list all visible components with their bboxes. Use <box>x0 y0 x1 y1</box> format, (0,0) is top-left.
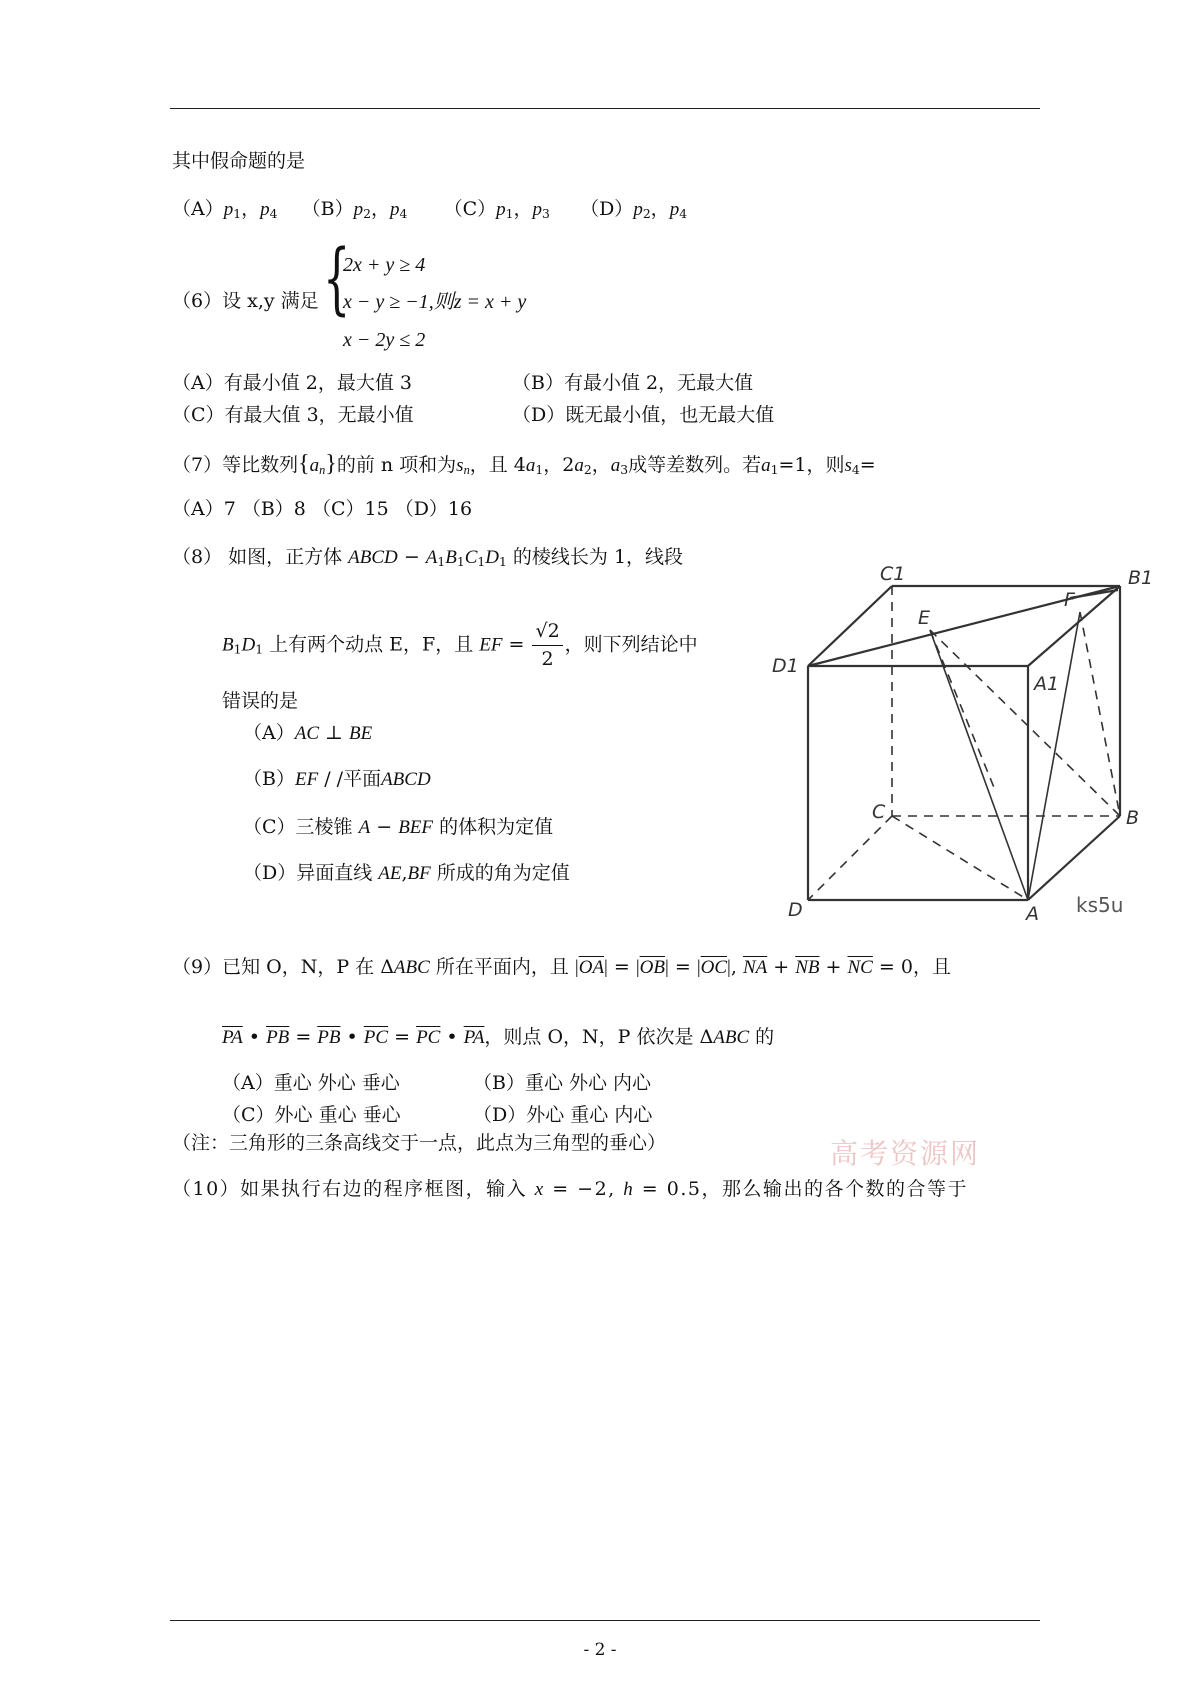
label-e: E <box>918 607 931 629</box>
label-d1: D1 <box>772 655 799 677</box>
label-d: D <box>788 899 803 921</box>
q6-constraint-1: 2x + y ≥ 4 <box>343 254 426 276</box>
cube-figure <box>772 560 1160 930</box>
q9-option-c: （C）外心 重心 垂心 <box>222 1104 401 1126</box>
label-a1: A1 <box>1034 673 1060 695</box>
label-b1: B1 <box>1128 567 1154 589</box>
q5-stem: 其中假命题的是 <box>172 150 306 172</box>
q7-stem: （7）等比数列$\{a_n\}$的前 n 项和为$s_n$，且 $4a_1$，$2a_2$，$a_3$成等差数列。若$a_1=1$，则$s_4=$ <box>172 451 876 478</box>
q10-stem: （10）如果执行右边的程序框图，输入 x = −2, h = 0.5，那么输出的各个数的合等于 <box>172 1178 968 1200</box>
q5-options: $(A)p_1$，$p_4$ $(B)p_2$，$p_4$ $(C)p_1$，$p_3$ $(D)p_2$，$p_4$ <box>172 198 688 222</box>
label-b: B <box>1126 807 1140 829</box>
q8-stem-line-2: $B_1D_1$ 上有两个动点 E，F，且 EF = $\frac{√2}{2}$ ，则下列结论中 <box>222 620 698 670</box>
figure-watermark: ks5u <box>1076 893 1124 917</box>
site-watermark: 高考资源网 <box>830 1137 981 1170</box>
q9-option-d: （D）外心 重心 内心 <box>473 1104 653 1126</box>
q6-option-d: （D）既无最小值，也无最大值 <box>512 404 775 426</box>
label-c: C <box>872 801 886 823</box>
q6-constraint-2: x − y ≥ −1,则z = x + y <box>343 291 527 313</box>
q7-options: （A）7 （B）8 （C）15 （D）16 <box>172 498 473 520</box>
q6-brace: { <box>323 234 351 324</box>
q9-stem-line-2: $\overline{PA}$ • $\overline{PB} = \overline{PB}$ • $\overline{PC} = \overline{PC}$ • $\overline{PA}$，则点 O，N，P 依次是 ΔABC 的 <box>222 1026 775 1048</box>
q6-constraint-3: x − 2y ≤ 2 <box>343 329 426 351</box>
q6-option-c: （C）有最大值 3，无最小值 <box>172 404 414 426</box>
label-c1: C1 <box>880 563 906 585</box>
q8-option-b: （B）EF / /平面ABCD <box>243 768 431 790</box>
q8-option-c: （C）三棱锥 A − BEF 的体积为定值 <box>243 816 554 838</box>
footer-rule <box>170 1620 1040 1621</box>
page-number: - 2 - <box>583 1640 617 1660</box>
q6-option-b: （B）有最小值 2，无最大值 <box>512 372 754 394</box>
q9-stem-line-1: （9）已知 O，N，P 在 ΔABC 所在平面内，且 $|\overline{OA}| = |\overline{OB}| = |\overline{OC}|$, $\overline{NA} + \overline{NB} + \overline{NC} = 0$，且 <box>172 956 951 978</box>
q8-option-d: （D）异面直线 AE,BF 所成的角为定值 <box>243 862 570 884</box>
q6-option-a: （A）有最小值 2，最大值 3 <box>172 372 412 394</box>
q8-stem-line-3: 错误的是 <box>222 690 299 712</box>
q6-prefix: （6）设 x,y 满足 <box>172 290 319 312</box>
q9-option-b: （B）重心 外心 内心 <box>473 1072 652 1094</box>
q8-option-a: （A）AC ⊥ BE <box>243 722 373 744</box>
label-f: F <box>1064 589 1075 611</box>
q8-stem-line-1: （8） 如图，正方体 ABCD − $A_1B_1C_1D_1$ 的棱线长为 1，线段 <box>172 546 684 570</box>
label-a: A <box>1026 903 1039 925</box>
header-rule <box>170 108 1040 109</box>
q9-note: （注：三角形的三条高线交于一点，此点为三角型的垂心） <box>172 1132 667 1154</box>
q9-option-a: （A）重心 外心 垂心 <box>222 1072 400 1094</box>
